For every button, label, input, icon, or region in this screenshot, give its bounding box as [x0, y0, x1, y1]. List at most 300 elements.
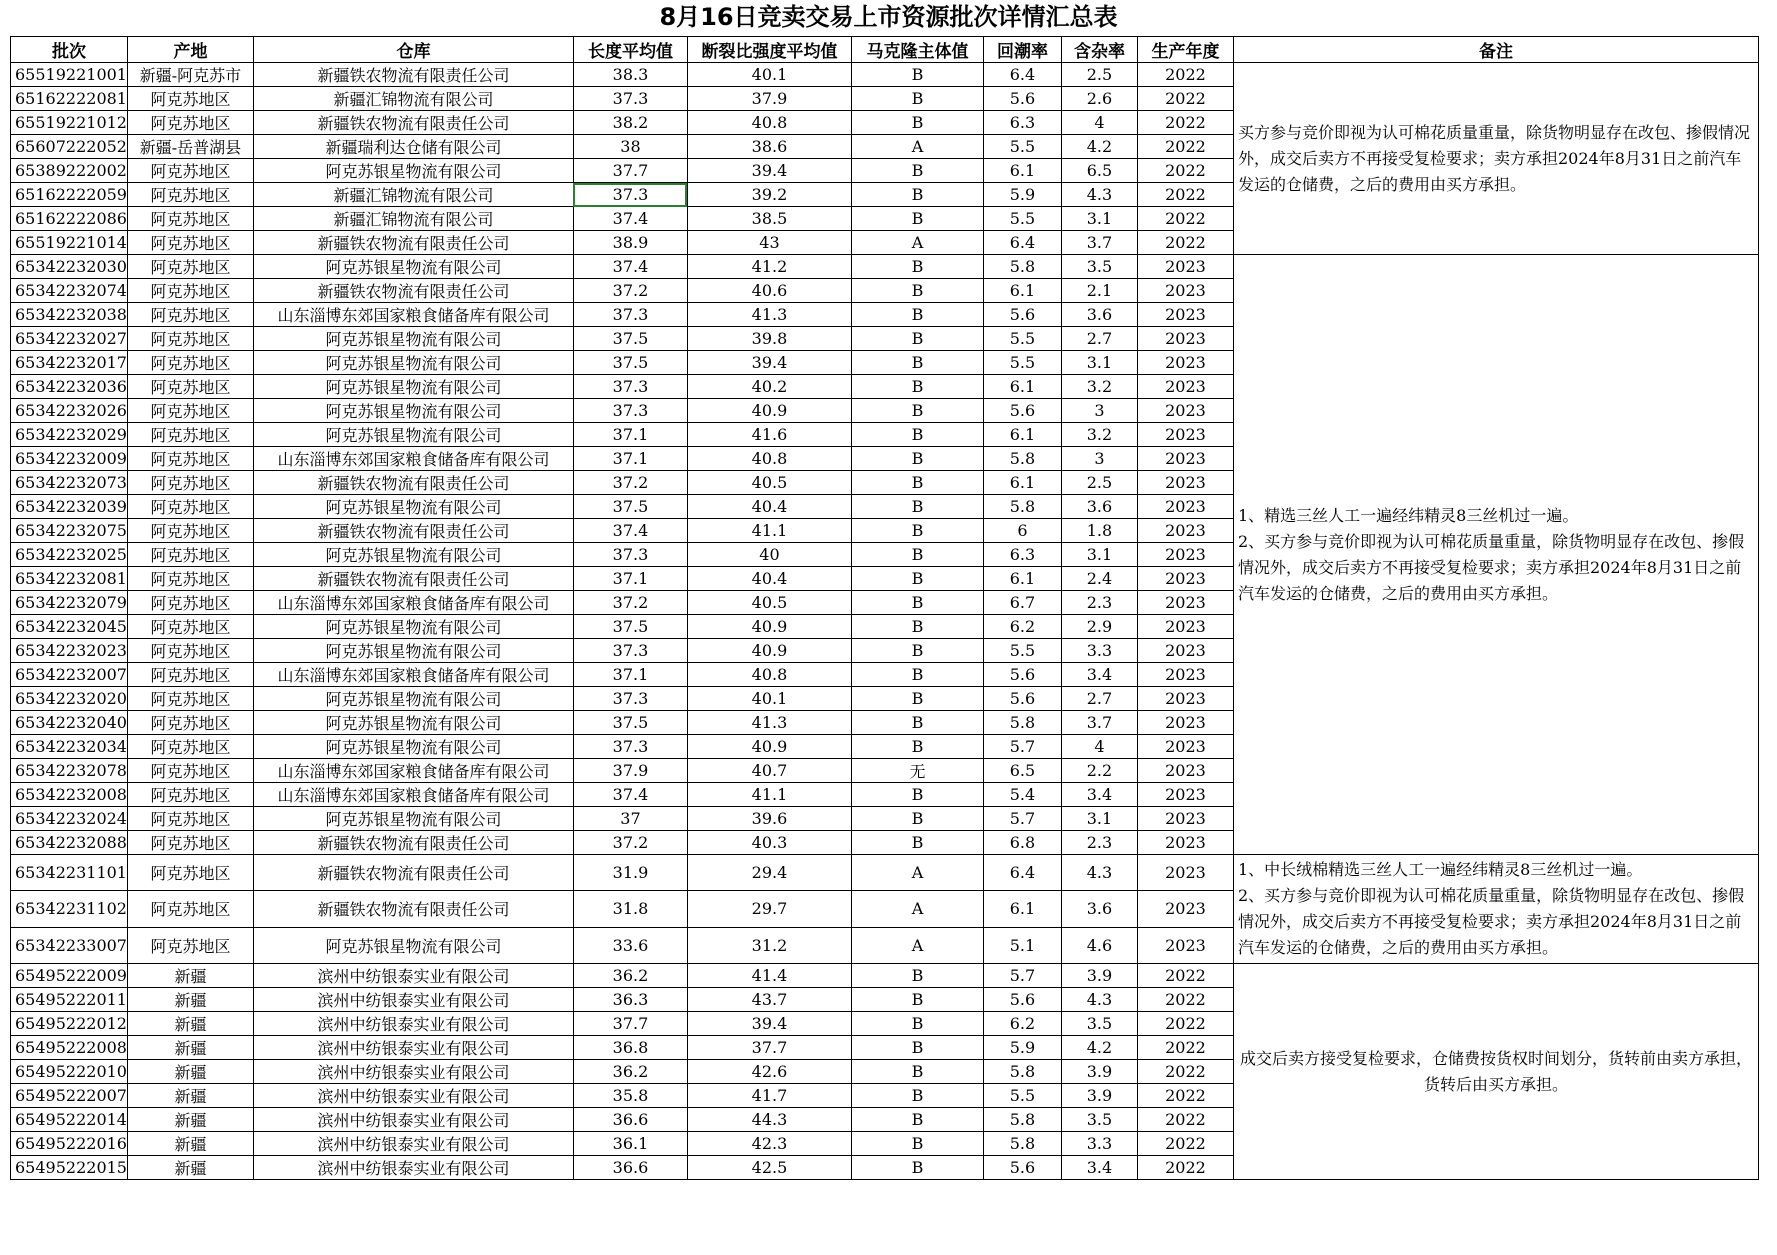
- strength-cell[interactable]: 41.4: [687, 964, 851, 988]
- length-cell[interactable]: 37.4: [573, 255, 687, 279]
- trash-cell[interactable]: 2.3: [1061, 831, 1137, 855]
- strength-cell[interactable]: 42.3: [687, 1132, 851, 1156]
- length-cell[interactable]: 37.7: [573, 1012, 687, 1036]
- batch-cell[interactable]: 65607222052: [11, 135, 128, 159]
- strength-cell[interactable]: 40.9: [687, 399, 851, 423]
- year-cell[interactable]: 2022: [1137, 988, 1233, 1012]
- moisture-cell[interactable]: 5.7: [983, 964, 1061, 988]
- moisture-cell[interactable]: 6.2: [983, 615, 1061, 639]
- moisture-cell[interactable]: 5.7: [983, 735, 1061, 759]
- origin-cell[interactable]: 阿克苏地区: [127, 159, 253, 183]
- length-cell[interactable]: 37.2: [573, 279, 687, 303]
- moisture-cell[interactable]: 6.3: [983, 111, 1061, 135]
- year-cell[interactable]: 2022: [1137, 111, 1233, 135]
- length-cell[interactable]: 37: [573, 807, 687, 831]
- moisture-cell[interactable]: 5.5: [983, 135, 1061, 159]
- col-header-micronaire[interactable]: 马克隆主体值: [851, 37, 983, 63]
- moisture-cell[interactable]: 5.7: [983, 807, 1061, 831]
- batch-cell[interactable]: 65342232075: [11, 519, 128, 543]
- length-cell[interactable]: 37.1: [573, 663, 687, 687]
- batch-cell[interactable]: 65495222007: [11, 1084, 128, 1108]
- origin-cell[interactable]: 阿克苏地区: [127, 855, 253, 891]
- warehouse-cell[interactable]: 山东淄博东郊国家粮食储备库有限公司: [253, 591, 573, 615]
- year-cell[interactable]: 2023: [1137, 855, 1233, 891]
- length-cell[interactable]: 37.3: [573, 735, 687, 759]
- micronaire-cell[interactable]: B: [851, 831, 983, 855]
- notes-cell[interactable]: 1、精选三丝人工一遍经纬精灵8三丝机过一遍。 2、买方参与竞价即视为认可棉花质量重量，除货物明显存在改包、掺假情况外，成交后卖方不再接受复检要求；卖方承担2024年8月31日之前汽车发运的仓储费，之后的费用由买方承担。: [1233, 255, 1758, 855]
- moisture-cell[interactable]: 6.1: [983, 891, 1061, 927]
- trash-cell[interactable]: 3.5: [1061, 255, 1137, 279]
- origin-cell[interactable]: 阿克苏地区: [127, 351, 253, 375]
- trash-cell[interactable]: 3.9: [1061, 1084, 1137, 1108]
- micronaire-cell[interactable]: 无: [851, 759, 983, 783]
- trash-cell[interactable]: 2.5: [1061, 63, 1137, 87]
- year-cell[interactable]: 2022: [1137, 231, 1233, 255]
- batch-cell[interactable]: 65495222015: [11, 1156, 128, 1180]
- warehouse-cell[interactable]: 新疆铁农物流有限责任公司: [253, 279, 573, 303]
- length-cell[interactable]: 38.3: [573, 63, 687, 87]
- origin-cell[interactable]: 阿克苏地区: [127, 207, 253, 231]
- year-cell[interactable]: 2023: [1137, 303, 1233, 327]
- micronaire-cell[interactable]: B: [851, 303, 983, 327]
- trash-cell[interactable]: 3.1: [1061, 207, 1137, 231]
- micronaire-cell[interactable]: A: [851, 891, 983, 927]
- trash-cell[interactable]: 4.3: [1061, 183, 1137, 207]
- strength-cell[interactable]: 39.4: [687, 351, 851, 375]
- trash-cell[interactable]: 3.4: [1061, 783, 1137, 807]
- year-cell[interactable]: 2023: [1137, 783, 1233, 807]
- moisture-cell[interactable]: 5.8: [983, 1060, 1061, 1084]
- year-cell[interactable]: 2022: [1137, 1084, 1233, 1108]
- micronaire-cell[interactable]: B: [851, 327, 983, 351]
- col-header-batch[interactable]: 批次: [11, 37, 128, 63]
- moisture-cell[interactable]: 5.9: [983, 1036, 1061, 1060]
- micronaire-cell[interactable]: B: [851, 687, 983, 711]
- batch-cell[interactable]: 65342231102: [11, 891, 128, 927]
- year-cell[interactable]: 2022: [1137, 1156, 1233, 1180]
- length-cell[interactable]: 35.8: [573, 1084, 687, 1108]
- col-header-origin[interactable]: 产地: [127, 37, 253, 63]
- moisture-cell[interactable]: 6.4: [983, 63, 1061, 87]
- warehouse-cell[interactable]: 山东淄博东郊国家粮食储备库有限公司: [253, 663, 573, 687]
- origin-cell[interactable]: 新疆: [127, 1132, 253, 1156]
- year-cell[interactable]: 2023: [1137, 759, 1233, 783]
- origin-cell[interactable]: 阿克苏地区: [127, 519, 253, 543]
- moisture-cell[interactable]: 5.6: [983, 687, 1061, 711]
- origin-cell[interactable]: 阿克苏地区: [127, 663, 253, 687]
- trash-cell[interactable]: 3.5: [1061, 1108, 1137, 1132]
- warehouse-cell[interactable]: 阿克苏银星物流有限公司: [253, 255, 573, 279]
- batch-cell[interactable]: 65342232029: [11, 423, 128, 447]
- batch-cell[interactable]: 65495222016: [11, 1132, 128, 1156]
- strength-cell[interactable]: 40.6: [687, 279, 851, 303]
- trash-cell[interactable]: 3.9: [1061, 1060, 1137, 1084]
- warehouse-cell[interactable]: 新疆铁农物流有限责任公司: [253, 567, 573, 591]
- micronaire-cell[interactable]: B: [851, 1060, 983, 1084]
- warehouse-cell[interactable]: 滨州中纺银泰实业有限公司: [253, 1060, 573, 1084]
- batch-cell[interactable]: 65495222010: [11, 1060, 128, 1084]
- micronaire-cell[interactable]: B: [851, 988, 983, 1012]
- length-cell[interactable]: 37.5: [573, 711, 687, 735]
- batch-cell[interactable]: 65342232026: [11, 399, 128, 423]
- moisture-cell[interactable]: 5.6: [983, 303, 1061, 327]
- length-cell[interactable]: 37.5: [573, 495, 687, 519]
- length-cell[interactable]: 36.1: [573, 1132, 687, 1156]
- year-cell[interactable]: 2023: [1137, 807, 1233, 831]
- moisture-cell[interactable]: 6.7: [983, 591, 1061, 615]
- strength-cell[interactable]: 41.1: [687, 519, 851, 543]
- strength-cell[interactable]: 43: [687, 231, 851, 255]
- batch-cell[interactable]: 65342232038: [11, 303, 128, 327]
- length-cell[interactable]: 37.5: [573, 351, 687, 375]
- origin-cell[interactable]: 阿克苏地区: [127, 447, 253, 471]
- origin-cell[interactable]: 阿克苏地区: [127, 687, 253, 711]
- batch-cell[interactable]: 65342232040: [11, 711, 128, 735]
- origin-cell[interactable]: 阿克苏地区: [127, 303, 253, 327]
- warehouse-cell[interactable]: 阿克苏银星物流有限公司: [253, 399, 573, 423]
- origin-cell[interactable]: 阿克苏地区: [127, 567, 253, 591]
- year-cell[interactable]: 2023: [1137, 687, 1233, 711]
- moisture-cell[interactable]: 5.6: [983, 87, 1061, 111]
- length-cell[interactable]: 37.3: [573, 543, 687, 567]
- year-cell[interactable]: 2023: [1137, 375, 1233, 399]
- batch-cell[interactable]: 65519221014: [11, 231, 128, 255]
- length-cell[interactable]: 31.8: [573, 891, 687, 927]
- year-cell[interactable]: 2023: [1137, 327, 1233, 351]
- warehouse-cell[interactable]: 阿克苏银星物流有限公司: [253, 327, 573, 351]
- strength-cell[interactable]: 40.3: [687, 831, 851, 855]
- warehouse-cell[interactable]: 新疆铁农物流有限责任公司: [253, 63, 573, 87]
- strength-cell[interactable]: 40.2: [687, 375, 851, 399]
- trash-cell[interactable]: 2.3: [1061, 591, 1137, 615]
- micronaire-cell[interactable]: A: [851, 855, 983, 891]
- length-cell[interactable]: 37.1: [573, 447, 687, 471]
- length-cell[interactable]: 37.2: [573, 471, 687, 495]
- origin-cell[interactable]: 阿克苏地区: [127, 735, 253, 759]
- length-cell[interactable]: 37.5: [573, 327, 687, 351]
- moisture-cell[interactable]: 5.6: [983, 1156, 1061, 1180]
- strength-cell[interactable]: 40.8: [687, 111, 851, 135]
- length-cell[interactable]: 37.1: [573, 423, 687, 447]
- strength-cell[interactable]: 41.6: [687, 423, 851, 447]
- micronaire-cell[interactable]: B: [851, 87, 983, 111]
- origin-cell[interactable]: 阿克苏地区: [127, 255, 253, 279]
- origin-cell[interactable]: 阿克苏地区: [127, 639, 253, 663]
- warehouse-cell[interactable]: 阿克苏银星物流有限公司: [253, 615, 573, 639]
- moisture-cell[interactable]: 5.9: [983, 183, 1061, 207]
- trash-cell[interactable]: 3: [1061, 447, 1137, 471]
- trash-cell[interactable]: 3.6: [1061, 891, 1137, 927]
- batch-cell[interactable]: 65342232034: [11, 735, 128, 759]
- trash-cell[interactable]: 4.3: [1061, 988, 1137, 1012]
- batch-cell[interactable]: 65162222081: [11, 87, 128, 111]
- warehouse-cell[interactable]: 滨州中纺银泰实业有限公司: [253, 1156, 573, 1180]
- length-cell[interactable]: 31.9: [573, 855, 687, 891]
- micronaire-cell[interactable]: B: [851, 735, 983, 759]
- length-cell[interactable]: 37.3: [573, 639, 687, 663]
- moisture-cell[interactable]: 6.4: [983, 855, 1061, 891]
- year-cell[interactable]: 2022: [1137, 135, 1233, 159]
- trash-cell[interactable]: 3.2: [1061, 423, 1137, 447]
- origin-cell[interactable]: 新疆: [127, 1036, 253, 1060]
- year-cell[interactable]: 2022: [1137, 1132, 1233, 1156]
- micronaire-cell[interactable]: A: [851, 927, 983, 963]
- year-cell[interactable]: 2023: [1137, 447, 1233, 471]
- year-cell[interactable]: 2022: [1137, 1036, 1233, 1060]
- origin-cell[interactable]: 阿克苏地区: [127, 615, 253, 639]
- origin-cell[interactable]: 新疆: [127, 988, 253, 1012]
- moisture-cell[interactable]: 5.4: [983, 783, 1061, 807]
- length-cell[interactable]: 37.3: [573, 399, 687, 423]
- strength-cell[interactable]: 39.4: [687, 1012, 851, 1036]
- micronaire-cell[interactable]: B: [851, 471, 983, 495]
- micronaire-cell[interactable]: B: [851, 183, 983, 207]
- micronaire-cell[interactable]: B: [851, 423, 983, 447]
- year-cell[interactable]: 2023: [1137, 891, 1233, 927]
- warehouse-cell[interactable]: 新疆铁农物流有限责任公司: [253, 831, 573, 855]
- origin-cell[interactable]: 阿克苏地区: [127, 495, 253, 519]
- batch-cell[interactable]: 65342232036: [11, 375, 128, 399]
- batch-cell[interactable]: 65342232078: [11, 759, 128, 783]
- origin-cell[interactable]: 新疆-岳普湖县: [127, 135, 253, 159]
- warehouse-cell[interactable]: 山东淄博东郊国家粮食储备库有限公司: [253, 303, 573, 327]
- year-cell[interactable]: 2022: [1137, 1108, 1233, 1132]
- year-cell[interactable]: 2023: [1137, 711, 1233, 735]
- year-cell[interactable]: 2022: [1137, 964, 1233, 988]
- origin-cell[interactable]: 阿克苏地区: [127, 471, 253, 495]
- length-cell[interactable]: 38.2: [573, 111, 687, 135]
- origin-cell[interactable]: 新疆-阿克苏市: [127, 63, 253, 87]
- moisture-cell[interactable]: 5.5: [983, 327, 1061, 351]
- origin-cell[interactable]: 新疆: [127, 1108, 253, 1132]
- micronaire-cell[interactable]: B: [851, 279, 983, 303]
- year-cell[interactable]: 2022: [1137, 1060, 1233, 1084]
- moisture-cell[interactable]: 5.8: [983, 255, 1061, 279]
- warehouse-cell[interactable]: 滨州中纺银泰实业有限公司: [253, 988, 573, 1012]
- strength-cell[interactable]: 41.3: [687, 711, 851, 735]
- strength-cell[interactable]: 43.7: [687, 988, 851, 1012]
- warehouse-cell[interactable]: 山东淄博东郊国家粮食储备库有限公司: [253, 783, 573, 807]
- micronaire-cell[interactable]: B: [851, 1132, 983, 1156]
- strength-cell[interactable]: 42.6: [687, 1060, 851, 1084]
- length-cell[interactable]: 38.9: [573, 231, 687, 255]
- length-cell[interactable]: 37.3: [573, 87, 687, 111]
- year-cell[interactable]: 2023: [1137, 399, 1233, 423]
- micronaire-cell[interactable]: B: [851, 783, 983, 807]
- batch-cell[interactable]: 65342232024: [11, 807, 128, 831]
- batch-cell[interactable]: 65162222086: [11, 207, 128, 231]
- strength-cell[interactable]: 40.9: [687, 735, 851, 759]
- moisture-cell[interactable]: 5.6: [983, 399, 1061, 423]
- col-header-year[interactable]: 生产年度: [1137, 37, 1233, 63]
- origin-cell[interactable]: 阿克苏地区: [127, 111, 253, 135]
- batch-cell[interactable]: 65342233007: [11, 927, 128, 963]
- micronaire-cell[interactable]: B: [851, 159, 983, 183]
- strength-cell[interactable]: 40.1: [687, 63, 851, 87]
- origin-cell[interactable]: 阿克苏地区: [127, 831, 253, 855]
- origin-cell[interactable]: 新疆: [127, 964, 253, 988]
- moisture-cell[interactable]: 5.6: [983, 663, 1061, 687]
- moisture-cell[interactable]: 6: [983, 519, 1061, 543]
- warehouse-cell[interactable]: 滨州中纺银泰实业有限公司: [253, 1012, 573, 1036]
- strength-cell[interactable]: 40.8: [687, 663, 851, 687]
- moisture-cell[interactable]: 6.5: [983, 759, 1061, 783]
- moisture-cell[interactable]: 5.5: [983, 207, 1061, 231]
- year-cell[interactable]: 2023: [1137, 567, 1233, 591]
- trash-cell[interactable]: 4.3: [1061, 855, 1137, 891]
- moisture-cell[interactable]: 5.8: [983, 447, 1061, 471]
- notes-cell[interactable]: 1、中长绒棉精选三丝人工一遍经纬精灵8三丝机过一遍。 2、买方参与竞价即视为认可棉花质量重量，除货物明显存在改包、掺假情况外，成交后卖方不再接受复检要求；卖方承担2024年8月31日之前汽车发运的仓储费，之后的费用由买方承担。: [1233, 855, 1758, 964]
- batch-cell[interactable]: 65342232008: [11, 783, 128, 807]
- micronaire-cell[interactable]: B: [851, 964, 983, 988]
- micronaire-cell[interactable]: B: [851, 447, 983, 471]
- year-cell[interactable]: 2023: [1137, 591, 1233, 615]
- trash-cell[interactable]: 2.6: [1061, 87, 1137, 111]
- length-cell[interactable]: 38: [573, 135, 687, 159]
- moisture-cell[interactable]: 6.3: [983, 543, 1061, 567]
- length-cell[interactable]: 37.5: [573, 615, 687, 639]
- year-cell[interactable]: 2023: [1137, 639, 1233, 663]
- moisture-cell[interactable]: 6.1: [983, 375, 1061, 399]
- year-cell[interactable]: 2022: [1137, 183, 1233, 207]
- warehouse-cell[interactable]: 阿克苏银星物流有限公司: [253, 807, 573, 831]
- trash-cell[interactable]: 2.5: [1061, 471, 1137, 495]
- trash-cell[interactable]: 2.1: [1061, 279, 1137, 303]
- length-cell[interactable]: 37.2: [573, 591, 687, 615]
- strength-cell[interactable]: 40.1: [687, 687, 851, 711]
- length-cell[interactable]: 36.2: [573, 964, 687, 988]
- notes-cell[interactable]: 成交后卖方接受复检要求，仓储费按货权时间划分，货转前由卖方承担，货转后由买方承担。: [1233, 964, 1758, 1180]
- warehouse-cell[interactable]: 山东淄博东郊国家粮食储备库有限公司: [253, 447, 573, 471]
- col-header-warehouse[interactable]: 仓库: [253, 37, 573, 63]
- strength-cell[interactable]: 41.1: [687, 783, 851, 807]
- origin-cell[interactable]: 阿克苏地区: [127, 891, 253, 927]
- batch-cell[interactable]: 65162222059: [11, 183, 128, 207]
- origin-cell[interactable]: 阿克苏地区: [127, 543, 253, 567]
- year-cell[interactable]: 2023: [1137, 735, 1233, 759]
- batch-cell[interactable]: 65519221001: [11, 63, 128, 87]
- origin-cell[interactable]: 阿克苏地区: [127, 783, 253, 807]
- moisture-cell[interactable]: 6.4: [983, 231, 1061, 255]
- origin-cell[interactable]: 阿克苏地区: [127, 399, 253, 423]
- length-cell[interactable]: 37.1: [573, 567, 687, 591]
- length-cell[interactable]: 37.9: [573, 759, 687, 783]
- strength-cell[interactable]: 38.6: [687, 135, 851, 159]
- year-cell[interactable]: 2023: [1137, 279, 1233, 303]
- origin-cell[interactable]: 新疆: [127, 1012, 253, 1036]
- length-cell[interactable]: 36.2: [573, 1060, 687, 1084]
- strength-cell[interactable]: 44.3: [687, 1108, 851, 1132]
- moisture-cell[interactable]: 6.1: [983, 159, 1061, 183]
- moisture-cell[interactable]: 5.8: [983, 1108, 1061, 1132]
- batch-cell[interactable]: 65342232009: [11, 447, 128, 471]
- trash-cell[interactable]: 3.3: [1061, 639, 1137, 663]
- year-cell[interactable]: 2023: [1137, 543, 1233, 567]
- strength-cell[interactable]: 40: [687, 543, 851, 567]
- warehouse-cell[interactable]: 新疆汇锦物流有限公司: [253, 207, 573, 231]
- strength-cell[interactable]: 42.5: [687, 1156, 851, 1180]
- warehouse-cell[interactable]: 阿克苏银星物流有限公司: [253, 423, 573, 447]
- origin-cell[interactable]: 新疆: [127, 1156, 253, 1180]
- micronaire-cell[interactable]: B: [851, 375, 983, 399]
- batch-cell[interactable]: 65342232079: [11, 591, 128, 615]
- warehouse-cell[interactable]: 新疆铁农物流有限责任公司: [253, 891, 573, 927]
- length-cell[interactable]: 36.3: [573, 988, 687, 1012]
- year-cell[interactable]: 2022: [1137, 207, 1233, 231]
- length-cell[interactable]: 36.6: [573, 1108, 687, 1132]
- origin-cell[interactable]: 新疆: [127, 1084, 253, 1108]
- year-cell[interactable]: 2023: [1137, 495, 1233, 519]
- batch-cell[interactable]: 65342232045: [11, 615, 128, 639]
- batch-cell[interactable]: 65342232025: [11, 543, 128, 567]
- micronaire-cell[interactable]: B: [851, 543, 983, 567]
- micronaire-cell[interactable]: B: [851, 591, 983, 615]
- trash-cell[interactable]: 4: [1061, 111, 1137, 135]
- batch-cell[interactable]: 65342232027: [11, 327, 128, 351]
- year-cell[interactable]: 2023: [1137, 519, 1233, 543]
- micronaire-cell[interactable]: A: [851, 135, 983, 159]
- moisture-cell[interactable]: 6.1: [983, 471, 1061, 495]
- length-cell[interactable]: 37.3: [573, 303, 687, 327]
- origin-cell[interactable]: 阿克苏地区: [127, 591, 253, 615]
- year-cell[interactable]: 2023: [1137, 615, 1233, 639]
- batch-cell[interactable]: 65342231101: [11, 855, 128, 891]
- batch-cell[interactable]: 65342232081: [11, 567, 128, 591]
- warehouse-cell[interactable]: 新疆铁农物流有限责任公司: [253, 111, 573, 135]
- micronaire-cell[interactable]: B: [851, 255, 983, 279]
- micronaire-cell[interactable]: B: [851, 399, 983, 423]
- warehouse-cell[interactable]: 阿克苏银星物流有限公司: [253, 927, 573, 963]
- warehouse-cell[interactable]: 新疆铁农物流有限责任公司: [253, 231, 573, 255]
- moisture-cell[interactable]: 5.5: [983, 351, 1061, 375]
- strength-cell[interactable]: 40.9: [687, 615, 851, 639]
- notes-cell[interactable]: 买方参与竞价即视为认可棉花质量重量，除货物明显存在改包、掺假情况外，成交后卖方不再接受复检要求；卖方承担2024年8月31日之前汽车发运的仓储费，之后的费用由买方承担。: [1233, 63, 1758, 255]
- strength-cell[interactable]: 39.8: [687, 327, 851, 351]
- strength-cell[interactable]: 40.5: [687, 591, 851, 615]
- strength-cell[interactable]: 29.4: [687, 855, 851, 891]
- micronaire-cell[interactable]: B: [851, 1036, 983, 1060]
- year-cell[interactable]: 2023: [1137, 831, 1233, 855]
- year-cell[interactable]: 2023: [1137, 927, 1233, 963]
- trash-cell[interactable]: 3.5: [1061, 1012, 1137, 1036]
- batch-cell[interactable]: 65342232088: [11, 831, 128, 855]
- moisture-cell[interactable]: 6.8: [983, 831, 1061, 855]
- year-cell[interactable]: 2023: [1137, 423, 1233, 447]
- trash-cell[interactable]: 6.5: [1061, 159, 1137, 183]
- warehouse-cell[interactable]: 新疆瑞利达仓储有限公司: [253, 135, 573, 159]
- origin-cell[interactable]: 阿克苏地区: [127, 375, 253, 399]
- trash-cell[interactable]: 3.6: [1061, 495, 1137, 519]
- micronaire-cell[interactable]: B: [851, 1156, 983, 1180]
- batch-cell[interactable]: 65342232074: [11, 279, 128, 303]
- warehouse-cell[interactable]: 滨州中纺银泰实业有限公司: [253, 1084, 573, 1108]
- batch-cell[interactable]: 65389222002: [11, 159, 128, 183]
- moisture-cell[interactable]: 6.2: [983, 1012, 1061, 1036]
- strength-cell[interactable]: 41.7: [687, 1084, 851, 1108]
- warehouse-cell[interactable]: 新疆汇锦物流有限公司: [253, 183, 573, 207]
- moisture-cell[interactable]: 5.5: [983, 1084, 1061, 1108]
- origin-cell[interactable]: 阿克苏地区: [127, 807, 253, 831]
- batch-cell[interactable]: 65342232023: [11, 639, 128, 663]
- batch-cell[interactable]: 65519221012: [11, 111, 128, 135]
- trash-cell[interactable]: 3.1: [1061, 351, 1137, 375]
- batch-cell[interactable]: 65342232073: [11, 471, 128, 495]
- warehouse-cell[interactable]: 新疆铁农物流有限责任公司: [253, 519, 573, 543]
- batch-cell[interactable]: 65495222014: [11, 1108, 128, 1132]
- trash-cell[interactable]: 3.1: [1061, 543, 1137, 567]
- length-cell[interactable]: 37.4: [573, 207, 687, 231]
- trash-cell[interactable]: 2.7: [1061, 687, 1137, 711]
